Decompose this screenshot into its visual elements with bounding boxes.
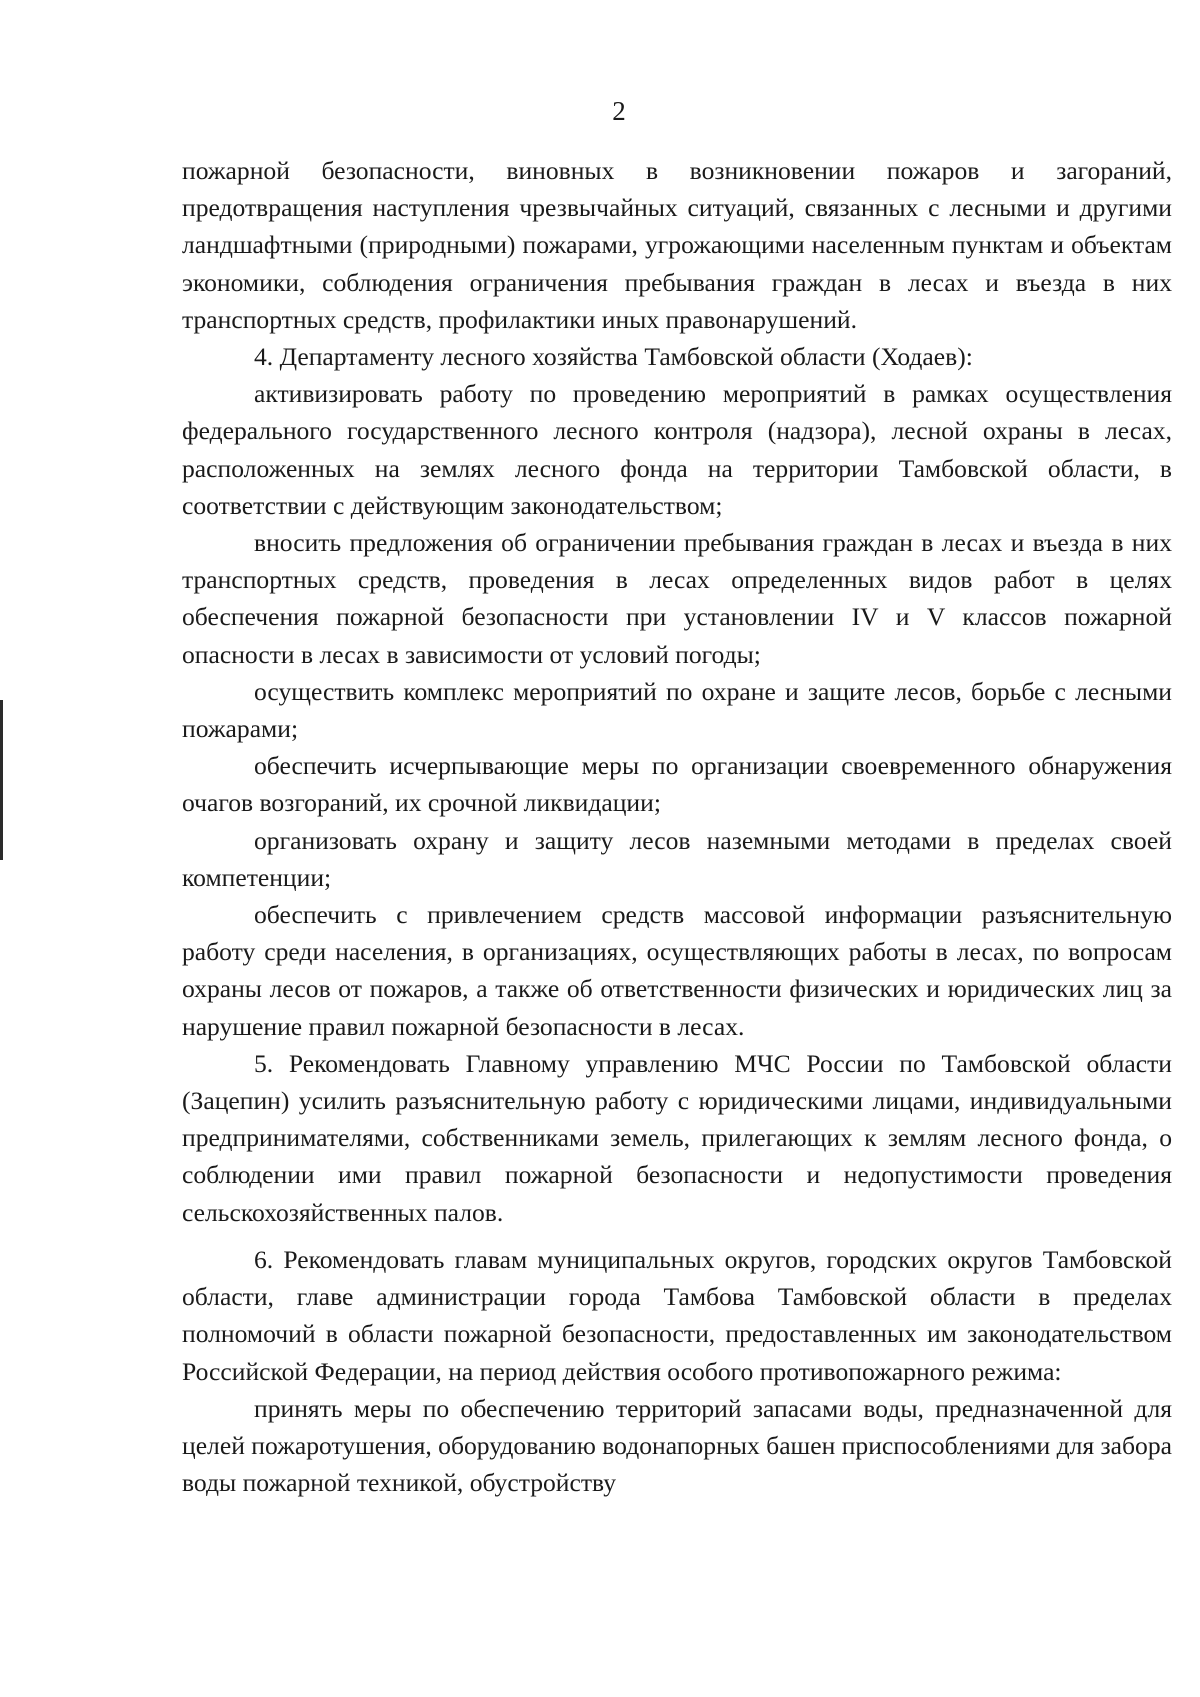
paragraph-ground-methods: организовать охрану и защиту лесов наземными методами в пределах своей компетенции; [182, 825, 1172, 892]
scan-edge-mark [0, 700, 3, 860]
paragraph-item-4-heading: 4. Департаменту лесного хозяйства Тамбовской области (Ходаев): [254, 342, 973, 372]
paragraph-item-6: 6. Рекомендовать главам муниципальных округов, городских округов Тамбовской области, главе администрации города Тамбова Тамбовской области в пределах полномочий в области пожарной безопасности, предоставленных им законодательством Российской Федерации, на период действия особого противопожарного режима: [182, 1244, 1172, 1386]
paragraph-forest-protection: осуществить комплекс мероприятий по охране и защите лесов, борьбе с лесными пожарами; [182, 676, 1172, 744]
paragraph-item-5: 5. Рекомендовать Главному управлению МЧС России по Тамбовской области (Зацепин) усилить разъяснительную работу с юридическими лицами, индивидуальными предпринимателями, собственниками земель, прилегающих к землям лесного фонда, о соблюдении ими правил пожарной безопасности и недопустимости проведения сельскохозяйственных палов. [182, 1048, 1172, 1227]
paragraph-continuation: пожарной безопасности, виновных в возникновении пожаров и загораний, предотвращения наступления чрезвычайных ситуаций, связанных с лесными и другими ландшафтными (природными) пожарами, угрожающими населенным пунктам и объектам экономики, соблюдения ограничения пребывания граждан в лесах и въезда в них транспортных средств, профилактики иных правонарушений. [182, 156, 1172, 334]
paragraph-outreach-work: обеспечить с привлечением средств массовой информации разъяснительную работу среди населения, в организациях, осуществляющих работы в лесах, по вопросам охраны лесов от пожаров, а также об ответственности физических и юридических лиц за нарушение правил пожарной безопасности в лесах. [182, 900, 1172, 1041]
paragraph-activate-work: активизировать работу по проведению мероприятий в рамках осуществления федерального государственного лесного контроля (надзора), лесной охраны в лесах, расположенных на землях лесного фонда на территории Тамбовской области, в соответствии с действующим законодательством; [182, 379, 1172, 520]
paragraph-water-supply: принять меры по обеспечению территорий запасами воды, предназначенной для целей пожаротушения, оборудованию водонапорных башен приспособлениями для забора воды пожарной техникой, обустройству [182, 1393, 1172, 1498]
document-body [182, 152, 1172, 1501]
paragraph-submit-proposals: вносить предложения об ограничении пребывания граждан в лесах и въезда в них транспортных средств, проведения в лесах определенных видов работ в целях обеспечения пожарной безопасности при установлении IV и V классов пожарной опасности в лесах в зависимости от условий погоды; [182, 528, 1172, 669]
paragraph-detection-measures: обеспечить исчерпывающие меры по организации своевременного обнаружения очагов возгораний, их срочной ликвидации; [182, 751, 1172, 818]
page-number: 2 [612, 96, 626, 126]
